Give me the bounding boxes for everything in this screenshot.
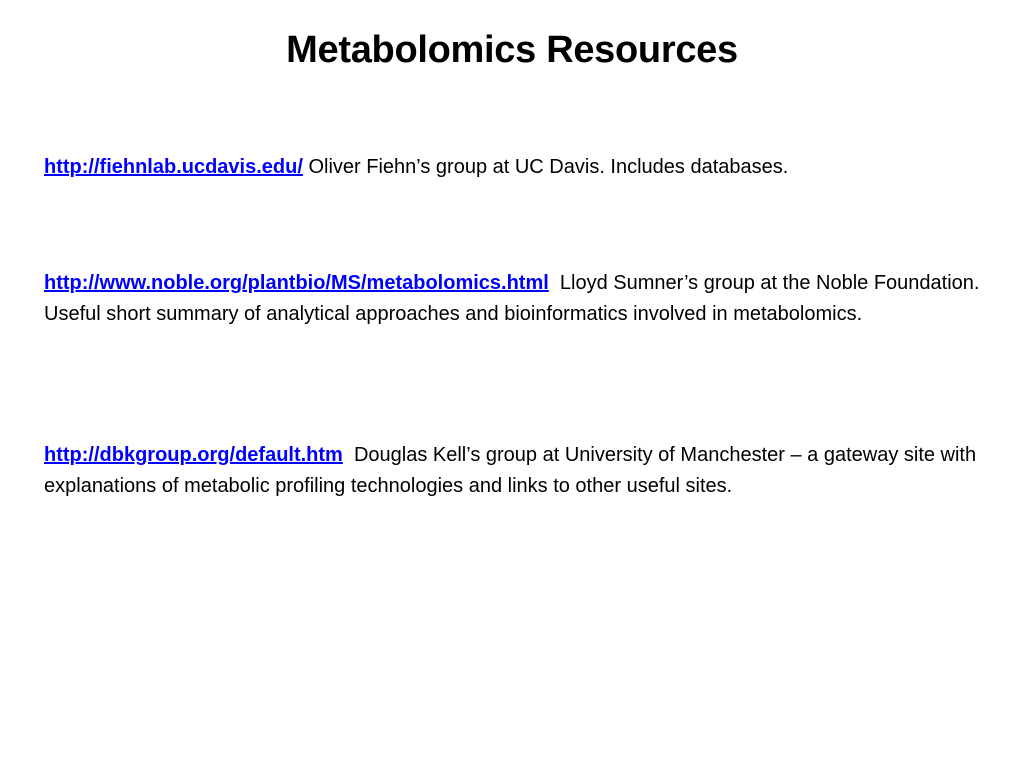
resource-entry-noble (44, 268, 994, 330)
resource-entry-fiehnlab (44, 152, 994, 183)
noble-link[interactable]: http://www.noble.org/plantbio/MS/metabolomics.html (44, 272, 549, 294)
noble-description: Lloyd Sumner’s group at the Noble Foundation. Useful short summary of analytical approaches and bioinformatics involved in metabolomics. (44, 272, 986, 325)
dbkgroup-description: Douglas Kell’s group at University of Manchester – a gateway site with explanations of metabolic profiling technologies and links to other useful sites. (44, 444, 982, 497)
fiehnlab-description: Oliver Fiehn’s group at UC Davis. Includes databases. (302, 156, 789, 178)
resource-entry-dbkgroup (44, 440, 994, 502)
dbkgroup-link[interactable]: http://dbkgroup.org/default.htm (44, 444, 343, 466)
fiehnlab-link[interactable]: http://fiehnlab.ucdavis.edu/ (44, 156, 303, 178)
slide-title: Metabolomics Resources (286, 29, 738, 71)
